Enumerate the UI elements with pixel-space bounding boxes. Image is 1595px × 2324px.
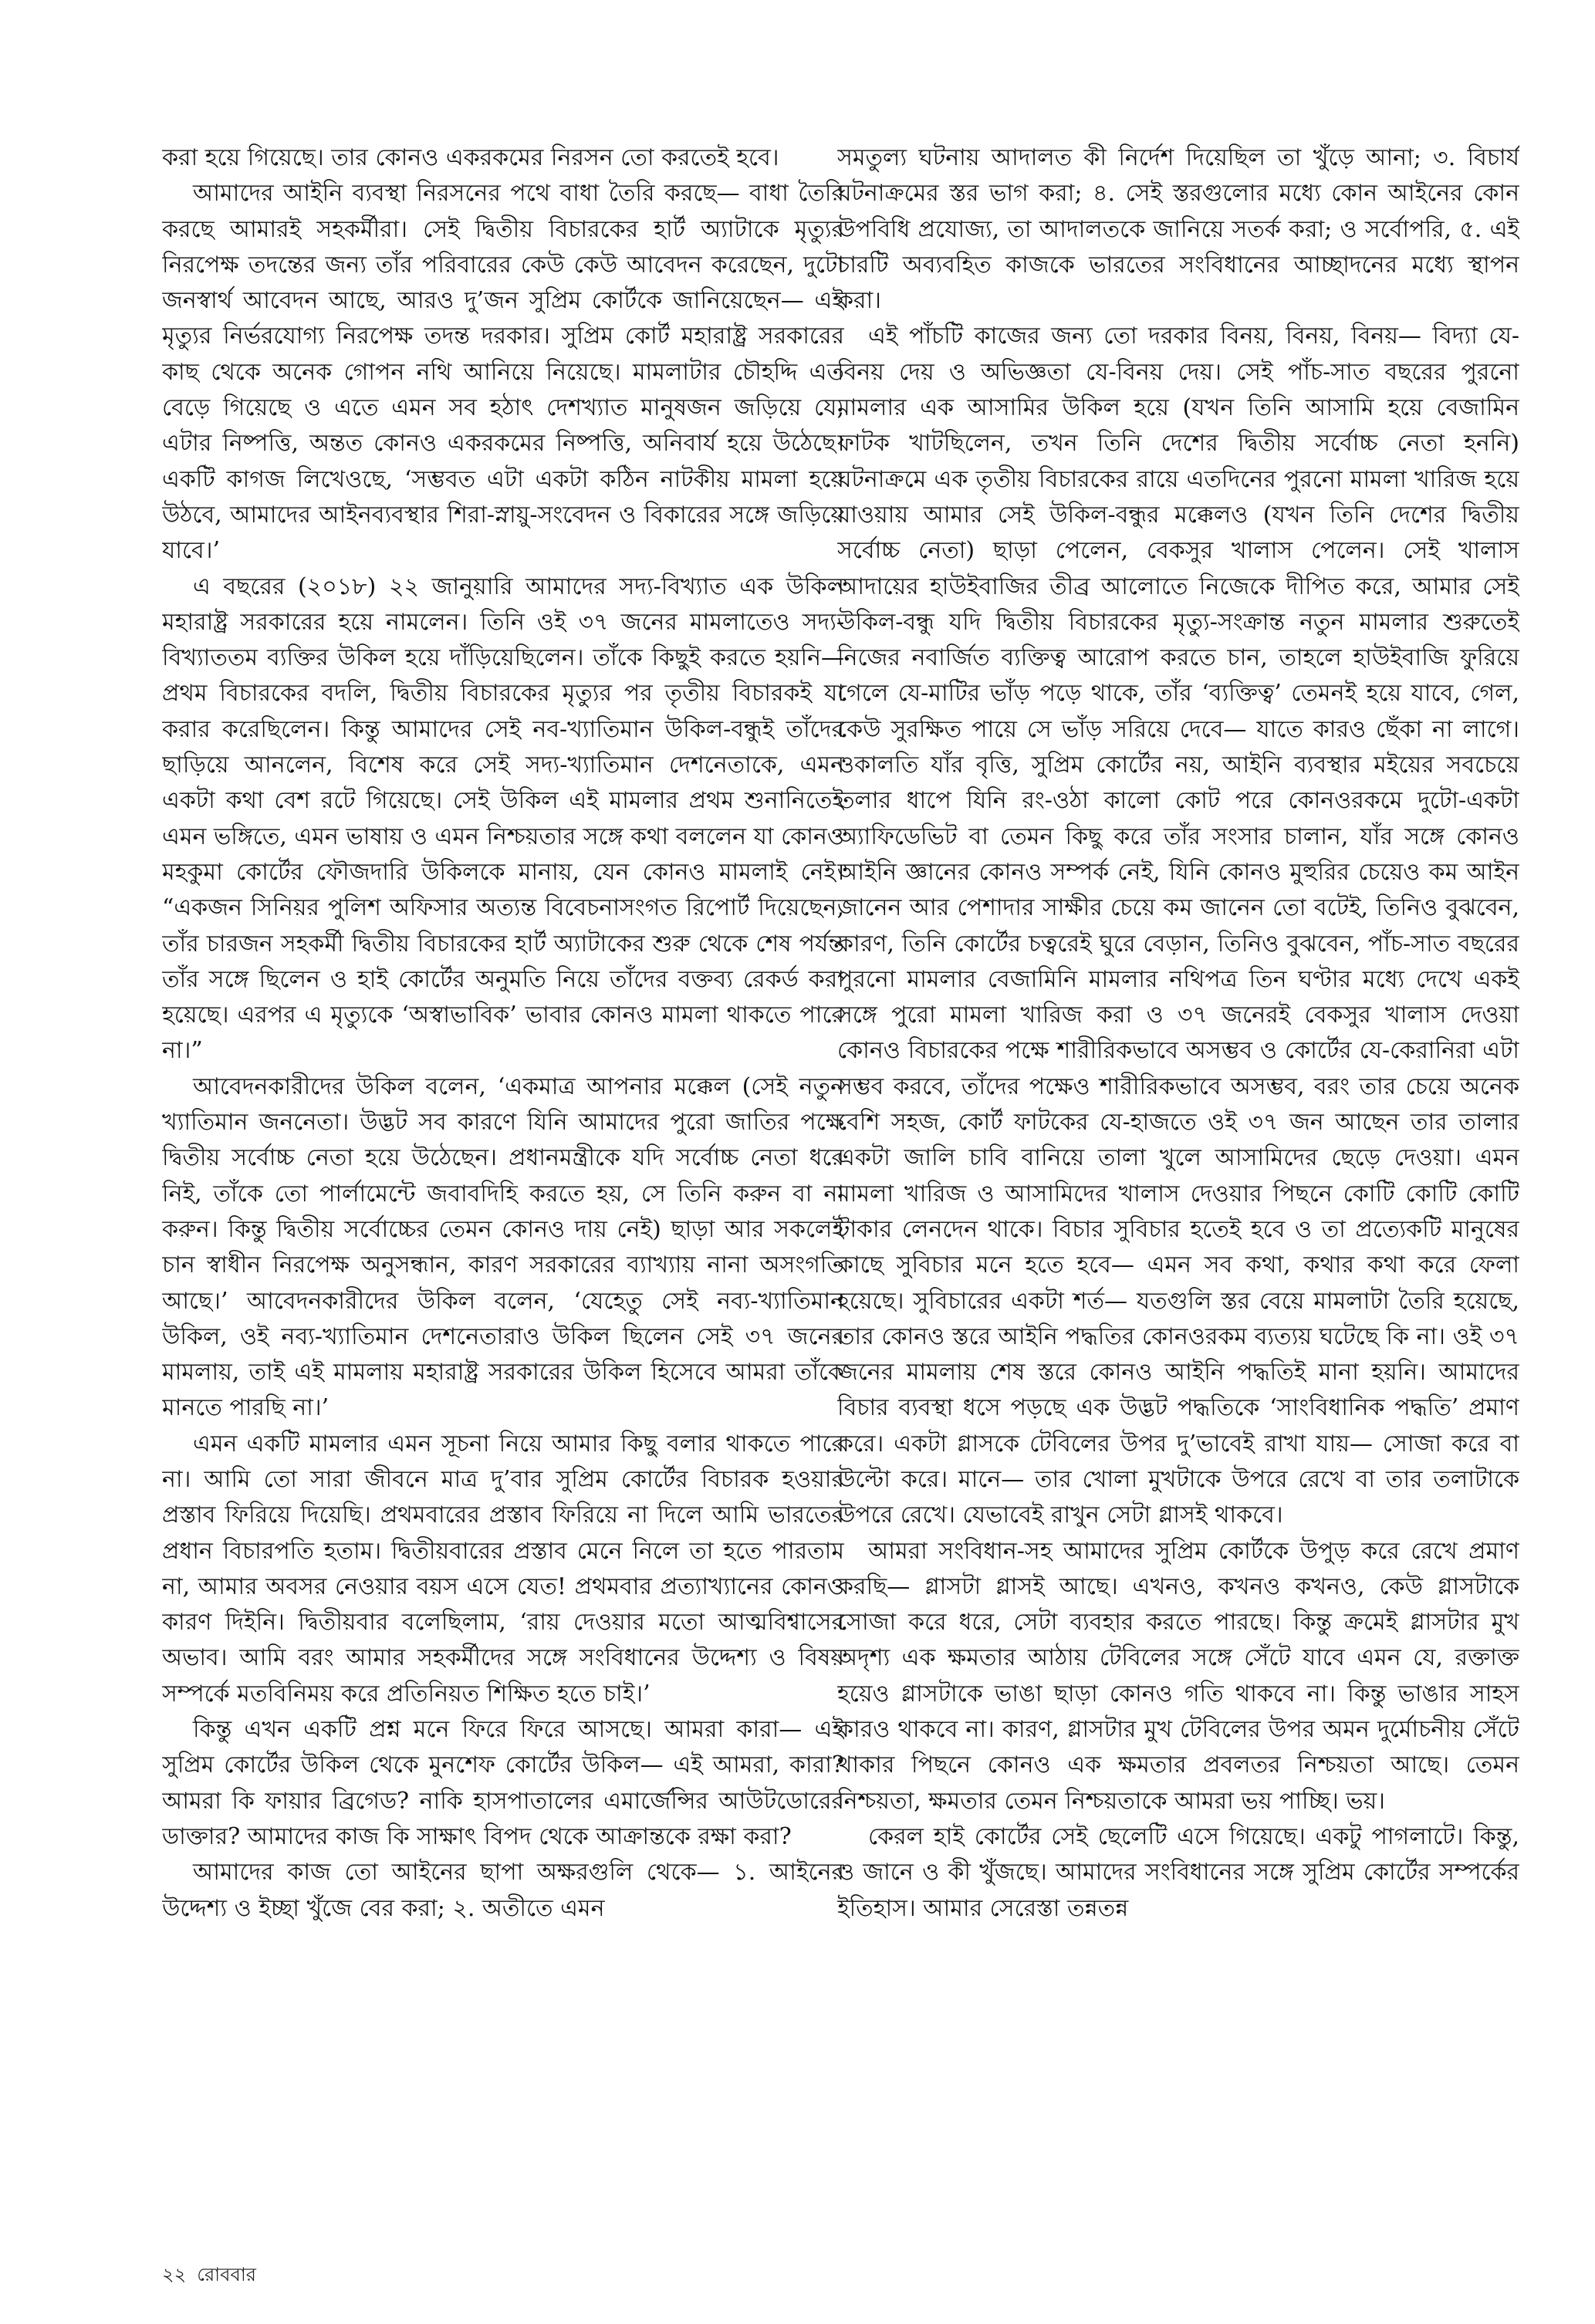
paragraph: আবেদনকারীদের উকিল বলেন, ‘একমাত্র আপনার মক্কেল (সেই নতুন খ্যাতিমান জননেতা। উদ্ভট সব কারণে যিনি আমাদের পুরো জাতির পক্ষে দ্বিতীয় সর্বোচ্চ নেতা হয়ে উঠেছেন। প্রধানমন্ত্রীকে যদি সর্বোচ্চ নেতা ধরে নিই, তাঁকে তো পার্লামেন্টে জবাবদিহি করতে হয়, সে তিনি করুন বা না করুন। কিন্তু দ্বিতীয় সর্বোচ্চের তেমন কোনও দায় নেই) ছাড়া আর সকলেই চান স্বাধীন নিরপেক্ষ অনুসন্ধান, কারণ সরকারের ব্যাখ্যায় নানা অসংগতি আছে।’ আবেদনকারীদের উকিল বলেন, ‘যেহেতু সেই নব্য-খ্যাতিমান উকিল, ওই নব্য-খ্যাতিমান দেশনেতারাও উকিল ছিলেন সেই ৩৭ জনের মামলায়, তাই এই মামলায় মহারাষ্ট্র সরকারের উকিল হিসেবে আমরা তাঁকে মানতে পারছি না।’ [162,1072,844,1422]
paragraph: করা হয়ে গিয়েছে। তার কোনও একরকমের নিরসন তো করতেই হবে। [162,144,779,171]
page-footer [162,2261,256,2292]
paragraph: সমতুল্য ঘটনায় আদালত কী নির্দেশ দিয়েছিল তা খুঁড়ে আনা; ৩. বিচার্য ঘটনাক্রমের স্তর ভাগ করা; ৪. সেই স্তরগুলোর মধ্যে কোন আইনের কোন উপবিধি প্রযোজ্য, তা আদালতকে জানিয়ে সতর্ক করা; ও সর্বোপরি, ৫. এই চারটি অব্যবহিত কাজকে ভারতের সংবিধানের আচ্ছাদনের মধ্যে স্থাপন করা। [837,144,1519,315]
article-column-left [162,140,844,2193]
paragraph: এ বছরের (২০১৮) ২২ জানুয়ারি আমাদের সদ্য-বিখ্যাত এক উকিল মহারাষ্ট্র সরকারের হয়ে নামলেন। তিনি ওই ৩৭ জনের মামলাতেও সদ্য-বিখ্যাততম ব্যক্তির উকিল হয়ে দাঁড়িয়েছিলেন। তাঁকে কিছুই করতে হয়নি— প্রথম বিচারকের বদলি, দ্বিতীয় বিচারকের মৃত্যুর পর তৃতীয় বিচারকই যা করার করেছিলেন। কিন্তু আমাদের সেই নব-খ্যাতিমান উকিল-বন্ধুই তাঁদের ছাড়িয়ে আনলেন, বিশেষ করে সেই সদ্য-খ্যাতিমান দেশনেতাকে, এমন একটা কথা বেশ রটে গিয়েছে। সেই উকিল এই মামলার প্রথম শুনানিতেই এমন ভঙ্গিতে, এমন ভাষায় ও এমন নিশ্চয়তার সঙ্গে কথা বললেন যা কোনও মহকুমা কোর্টের ফৌজদারি উকিলকে মানায়, যেন কোনও মামলাই নেই। “একজন সিনিয়র পুলিশ অফিসার অত্যন্ত বিবেচনাসংগত রিপোর্ট দিয়েছেন, তাঁর চারজন সহকর্মী দ্বিতীয় বিচারকের হার্ট অ্যাটাকের শুরু থেকে শেষ পর্যন্ত তাঁর সঙ্গে ছিলেন ও হাই কোর্টের অনুমতি নিয়ে তাঁদের বক্তব্য রেকর্ড করা হয়েছে। এরপর এ মৃত্যুকে ‘অস্বাভাবিক’ ভাবার কোনও মামলা থাকতে পারে না।” [162,573,844,1065]
paragraph: কিন্তু এখন একটি প্রশ্ন মনে ফিরে ফিরে আসছে। আমরা কারা— এই সুপ্রিম কোর্টের উকিল থেকে মুনশেফ কোর্টের উকিল— এই আমরা, কারা? আমরা কি ফায়ার ব্রিগেড? নাকি হাসপাতালের এমার্জেন্সির আউটডোরের ডাক্তার? আমাদের কাজ কি সাক্ষাৎ বিপদ থেকে আক্রান্তকে রক্ষা করা? [162,1716,844,1850]
paragraph: এই পাঁচটি কাজের জন্য তো দরকার বিনয়, বিনয়, বিনয়— বিদ্যা যে-বিনয় দেয় ও অভিজ্ঞতা যে-বিনয় দেয়। সেই পাঁচ-সাত বছরের পুরনো মামলার এক আসামির উকিল হয়ে (যখন তিনি আসামি হয়ে বেজামিন ফাটক খাটছিলেন, তখন তিনি দেশের দ্বিতীয় সর্বোচ্চ নেতা হননি) ঘটনাক্রমে এক তৃতীয় বিচারকের রায়ে এতদিনের পুরনো মামলা খারিজ হয়ে যাওয়ায় আমার সেই উকিল-বন্ধুর মক্কেলও (যখন তিনি দেশের দ্বিতীয় সর্বোচ্চ নেতা) ছাড়া পেলেন, বেকসুর খালাস পেলেন। সেই খালাস আদায়ের হাউইবাজির তীব্র আলোতে নিজেকে দীপিত করে, আমার সেই উকিল-বন্ধু যদি দ্বিতীয় বিচারকের মৃত্যু-সংক্রান্ত নতুন মামলার শুরুতেই নিজের নবার্জিত ব্যক্তিত্ব আরোপ করতে চান, তাহলে হাউইবাজি ফুরিয়ে গেলে যে-মাটির ভাঁড় পড়ে থাকে, তাঁর ‘ব্যক্তিত্ব’ তেমনই হয়ে যাবে, গেল, কেউ সুরক্ষিত পায়ে সে ভাঁড় সরিয়ে দেবে— যাতে কারও ছেঁকা না লাগে। ওকালতি যাঁর বৃত্তি, সুপ্রিম কোর্টের নয়, আইনি ব্যবস্থার মইয়ের সবচেয়ে তলার ধাপে যিনি রং-ওঠা কালো কোট পরে কোনওরকমে দুটো-একটা অ্যাফিডেভিট বা তেমন কিছু করে তাঁর সংসার চালান, যাঁর সঙ্গে কোনও আইনি জ্ঞানের কোনও সম্পর্ক নেই, যিনি কোনও মুহুরির চেয়েও কম আইন জানেন আর পেশাদার সাক্ষীর চেয়ে কম জানেন তো বটেই, তিনিও বুঝবেন, কারণ, তিনি কোর্টের চত্বরেই ঘুরে বেড়ান, তিনিও বুঝবেন, পাঁচ-সাত বছরের পুরনো মামলার বেজামিনি মামলার নথিপত্র তিন ঘণ্টার মধ্যে দেখে একই সঙ্গে পুরো মামলা খারিজ করা ও ৩৭ জনেরই বেকসুর খালাস দেওয়া কোনও বিচারকের পক্ষে শারীরিকভাবে অসম্ভব ও কোর্টের যে-কেরানিরা এটা সম্ভব করবে, তাঁদের পক্ষেও শারীরিকভাবে অসম্ভব, বরং তার চেয়ে অনেক বেশি সহজ, কোর্ট ফাটকের যে-হাজতে ওই ৩৭ জন আছেন তার তালার একটা জালি চাবি বানিয়ে তালা খুলে আসামিদের ছেড়ে দেওয়া। এমন মামলা খারিজ ও আসামিদের খালাস দেওয়ার পিছনে কোটি কোটি কোটি টাকার লেনদেন থাকে। বিচার সুবিচার হতেই হবে ও তা প্রত্যেকটি মানুষের কাছে সুবিচার মনে হতে হবে— এমন সব কথা, কথার কথা করে ফেলা হয়েছে। সুবিচারের একটা শর্ত— যতগুলি স্তর বেয়ে মামলাটা তৈরি হয়েছে, তার কোনও স্তরে আইনি পদ্ধতির কোনওরকম ব্যত্যয় ঘটেছে কি না। ওই ৩৭ জনের মামলায় শেষ স্তরে কোনও আইনি পদ্ধতিই মানা হয়নি। আমাদের বিচার ব্যবস্থা ধসে পড়ছে এক উদ্ভট পদ্ধতিকে ‘সাংবিধানিক পদ্ধতি’ প্রমাণ করে। একটা গ্লাসকে টেবিলের উপর দু’ভাবেই রাখা যায়— সোজা করে বা উল্টো করে। মানে— তার খোলা মুখটাকে উপরে রেখে বা তার তলাটাকে উপরে রেখে। যেভাবেই রাখুন সেটা গ্লাসই থাকবে। [837,323,1519,1529]
page-number: ২২ [162,2264,187,2285]
magazine-name: রোববার [197,2264,256,2285]
paragraph: আমরা সংবিধান-সহ আমাদের সুপ্রিম কোর্টকে উপুড় করে রেখে প্রমাণ করছি— গ্লাসটা গ্লাসই আছে। এখনও, কখনও কখনও, কেউ গ্লাসটাকে সোজা করে ধরে, সেটা ব্যবহার করতে পারছে। কিন্তু ক্রমেই গ্লাসটার মুখ অদৃশ্য এক ক্ষমতার আঠায় টেবিলের সঙ্গে সেঁটে যাবে এমন যে, রক্তাক্ত হয়েও গ্লাসটাকে ভাঙা ছাড়া কোনও গতি থাকবে না। কিন্তু ভাঙার সাহস কারও থাকবে না। কারণ, গ্লাসটার মুখ টেবিলের উপর অমন দুর্মোচনীয় সেঁটে থাকার পিছনে কোনও এক ক্ষমতার প্রবলতর নিশ্চয়তা আছে। তেমন নিশ্চয়তা, ক্ষমতার তেমন নিশ্চয়তাকে আমরা ভয় পাচ্ছি। ভয়। [837,1537,1519,1815]
paragraph: কেরল হাই কোর্টের সেই ছেলেটি এসে গিয়েছে। একটু পাগলাটে। কিন্তু, ও জানে ও কী খুঁজছে। আমাদের সংবিধানের সঙ্গে সুপ্রিম কোর্টের সম্পর্কের ইতিহাস। আমার সেরেস্তা তন্নতন্ন [837,1822,1519,1922]
paragraph: আমাদের কাজ তো আইনের ছাপা অক্ষরগুলি থেকে— ১. আইনের উদ্দেশ্য ও ইচ্ছা খুঁজে বের করা; ২. অতীতে এমন [162,1859,844,1922]
article-column-right [837,140,1519,2193]
paragraph: এমন একটি মামলার এমন সূচনা নিয়ে আমার কিছু বলার থাকতে পারে না। আমি তো সারা জীবনে মাত্র দু’বার সুপ্রিম কোর্টের বিচারক হওয়ার প্রস্তাব ফিরিয়ে দিয়েছি। প্রথমবারের প্রস্তাব ফিরিয়ে না দিলে আমি ভারতের প্রধান বিচারপতি হতাম। দ্বিতীয়বারের প্রস্তাব মেনে নিলে তা হতে পারতাম না, আমার অবসর নেওয়ার বয়স এসে যেত! প্রথমবার প্রত্যাখ্যানের কোনও কারণ দিইনি। দ্বিতীয়বার বলেছিলাম, ‘রায় দেওয়ার মতো আত্মবিশ্বাসের অভাব। আমি বরং আমার সহকর্মীদের সঙ্গে সংবিধানের উদ্দেশ্য ও বিষয় সম্পর্কে মতবিনিময় করে প্রতিনিয়ত শিক্ষিত হতে চাই।’ [162,1430,844,1708]
paragraph: আমাদের আইনি ব্যবস্থা নিরসনের পথে বাধা তৈরি করছে— বাধা তৈরি করছে আমারই সহকর্মীরা। সেই দ্বিতীয় বিচারকের হার্ট অ্যাটাকে মৃত্যুর নিরপেক্ষ তদন্তের জন্য তাঁর পরিবারের কেউ কেউ আবেদন করেছেন, দুটো জনস্বার্থ আবেদন আছে, আরও দু’জন সুপ্রিম কোর্টকে জানিয়েছেন— এই মৃত্যুর নির্ভরযোগ্য নিরপেক্ষ তদন্ত দরকার। সুপ্রিম কোর্ট মহারাষ্ট্র সরকারের কাছ থেকে অনেক গোপন নথি আনিয়ে নিয়েছে। মামলাটার চৌহদ্দি এত বেড়ে গিয়েছে ও এতে এমন সব হঠাৎ দেশখ্যাত মানুষজন জড়িয়ে যে, এটার নিষ্পত্তি, অন্তত কোনও একরকমের নিষ্পত্তি, অনিবার্য হয়ে উঠেছে। একটি কাগজ লিখেওছে, ‘সম্ভবত এটা একটা কঠিন নাটকীয় মামলা হয়ে উঠবে, আমাদের আইনব্যবস্থার শিরা-স্নায়ু-সংবেদন ও বিকারের সঙ্গে জড়িয়ে যাবে।’ [162,180,844,565]
